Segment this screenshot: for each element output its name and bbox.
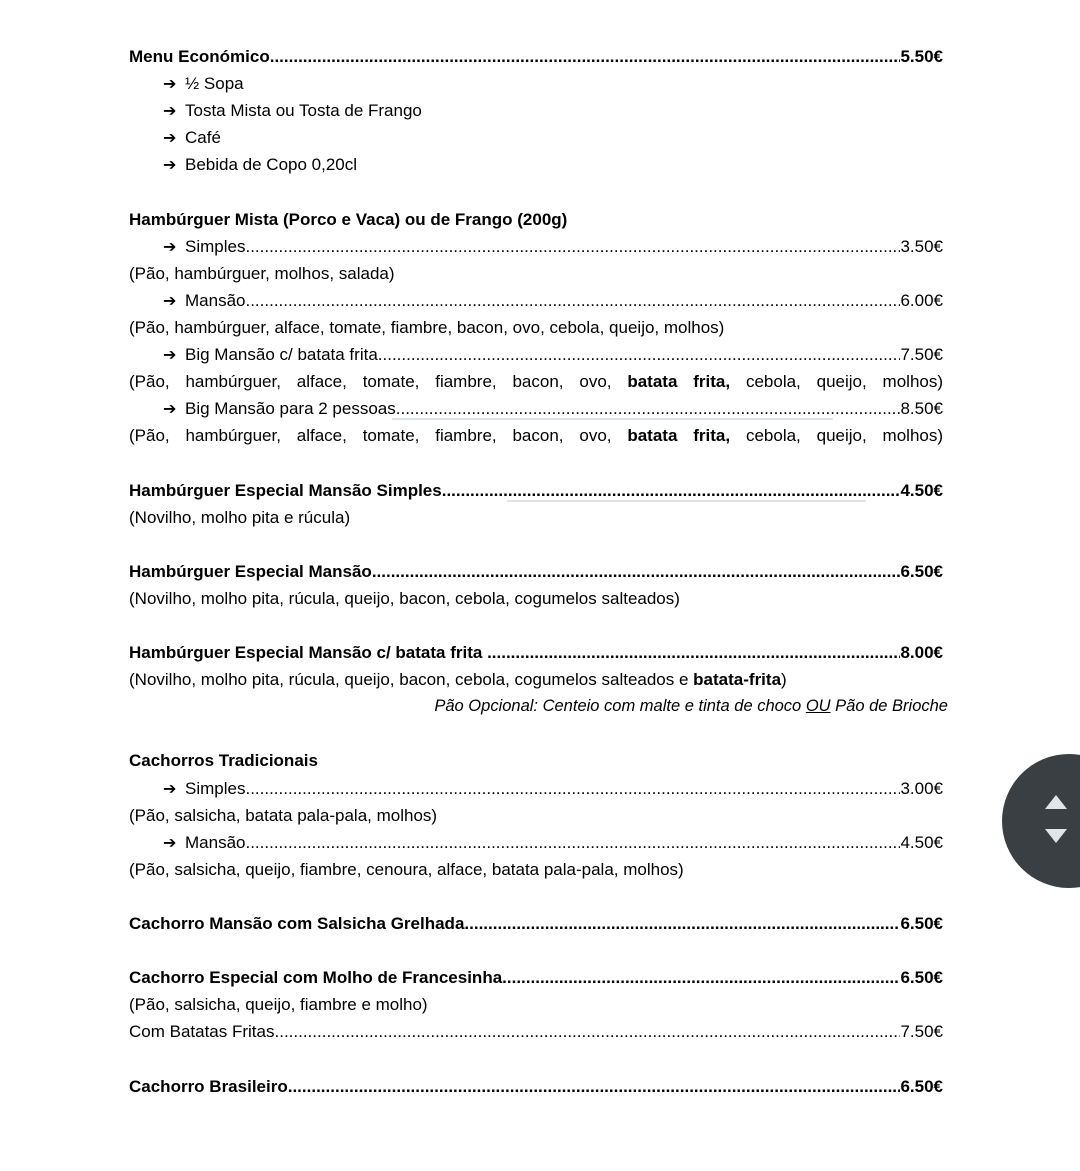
menu-item-label: Hambúrguer Especial Mansão [129,561,372,581]
arrow-bullet-icon: ➔ [163,155,177,175]
scroll-down-icon [1045,829,1067,843]
text-segment: batata frita, [627,426,731,446]
arrow-bullet-icon: ➔ [163,236,177,256]
menu-sub-item-row [163,287,943,314]
arrow-bullet-icon: ➔ [163,778,177,798]
arrow-bullet-icon: ➔ [163,128,177,148]
menu-item-price: 3.50€ [900,236,943,256]
ingredients-line [129,314,943,341]
menu-sub-item-label: Big Mansão para 2 pessoas [185,399,396,419]
ingredients-line [129,666,943,693]
menu-item-price: 6.50€ [900,968,943,988]
ingredients-line [129,504,943,531]
paragraph-spacer [129,178,943,205]
menu-sub-item-row [163,829,943,856]
menu-sub-item-label: Mansão [185,290,246,310]
ingredients-line [129,422,943,449]
menu-item-row [129,558,943,585]
menu-sub-item-row [163,151,943,178]
menu-sub-item-row [163,70,943,97]
text-segment: ) [781,670,787,690]
paragraph-spacer [129,937,943,964]
paragraph-spacer [129,449,943,476]
dot-leader [245,829,900,856]
paragraph-spacer [129,883,943,910]
text-segment: (Pão, salsicha, queijo, fiambre, cenoura, alface, batata pala-pala, molhos) [129,859,684,879]
text-segment: (Pão, hambúrguer, alface, tomate, fiambre, bacon, ovo, [129,372,628,392]
menu-item-row [129,1018,943,1045]
text-segment: cebola, queijo, molhos) [730,426,944,446]
text-segment: (Novilho, molho pita e rúcula) [129,507,351,527]
menu-sub-item-label: Simples [185,236,246,256]
menu-item-row [129,43,943,70]
menu-item-price: 3.00€ [900,778,943,798]
menu-sub-item-label: Café [185,128,221,148]
arrow-bullet-icon: ➔ [163,832,177,852]
menu-item-price: 8.50€ [900,399,943,419]
menu-sub-item-row [163,124,943,151]
menu-item-price: 6.00€ [900,290,943,310]
dot-leader [245,233,900,260]
section-heading-text: Cachorros Tradicionais [129,751,318,771]
section-heading [129,747,943,774]
section-heading-text: Hambúrguer Mista (Porco e Vaca) ou de Frango (200g) [129,209,568,229]
text-segment: cebola, queijo, molhos) [730,372,944,392]
menu-item-row [129,639,943,666]
arrow-bullet-icon: ➔ [163,345,177,365]
text-segment: (Pão, salsicha, batata pala-pala, molhos) [129,805,438,825]
text-segment: (Pão, hambúrguer, alface, tomate, fiambre, bacon, ovo, cebola, queijo, molhos) [129,317,725,337]
dot-leader [464,910,900,937]
menu-item-price: 5.50€ [900,47,943,66]
dot-leader [372,558,901,585]
ingredients-line [129,260,943,287]
menu-item-price: 4.50€ [900,480,943,500]
menu-item-row [129,964,943,991]
menu-sub-item-label: Bebida de Copo 0,20cl [185,155,358,175]
menu-item-price: 7.50€ [900,1022,943,1042]
menu-item-price: 6.50€ [900,561,943,581]
scroll-down-button[interactable] [1036,822,1076,848]
menu-sub-item-label: Big Mansão c/ batata frita [185,345,378,365]
section-heading [129,206,943,233]
text-segment: batata-frita [693,670,782,690]
text-segment: Pão de Brioche [830,697,948,716]
menu-item-price: 7.50€ [900,345,943,365]
menu-item-price: 6.50€ [900,914,943,933]
text-segment: (Pão, hambúrguer, molhos, salada) [129,263,395,283]
menu-sub-item-label: ½ Sopa [185,74,244,94]
menu-sub-item-label: Tosta Mista ou Tosta de Frango [185,101,422,121]
menu-item-price: 6.50€ [900,1076,943,1096]
arrow-bullet-icon: ➔ [163,399,177,419]
text-segment: Pão Opcional: Centeio com malte e tinta de choco [434,697,806,716]
ingredients-line [129,991,943,1018]
paragraph-spacer [129,531,943,558]
dot-leader [245,287,900,314]
menu-item-price: 4.50€ [900,832,943,852]
ingredients-line [129,585,943,612]
menu-item-label: Cachorro Mansão com Salsicha Grelhada [129,914,465,933]
dot-leader [275,1018,901,1045]
scroll-up-icon [1045,795,1067,809]
menu-item-label: Hambúrguer Especial Mansão Simples [129,480,442,500]
scroll-widget [1002,754,1080,888]
menu-item-row [129,1073,943,1100]
dot-leader [288,1073,901,1100]
menu-sub-item-row [163,341,943,368]
arrow-bullet-icon: ➔ [163,74,177,94]
menu-item-row [129,477,943,504]
dot-leader [442,477,901,504]
dot-leader [487,639,900,666]
menu-item-label: Cachorro Especial com Molho de Francesinha [129,968,503,988]
menu-item-label: Hambúrguer Especial Mansão c/ batata frita [129,643,488,663]
menu-item-row [129,910,943,937]
text-segment: (Pão, hambúrguer, alface, tomate, fiambre, bacon, ovo, [129,426,628,446]
dot-leader [378,341,901,368]
menu-sub-item-row [163,395,943,422]
menu-sub-item-row [163,233,943,260]
menu-sub-item-row [163,97,943,124]
dot-leader [270,43,901,70]
dot-leader [245,775,900,802]
menu-item-price: 8.00€ [900,643,943,663]
paragraph-spacer [129,612,943,639]
paragraph-spacer [129,1045,943,1072]
dot-leader [502,964,900,991]
ingredients-line [129,368,943,395]
scroll-up-button[interactable] [1036,788,1076,814]
menu-sub-item-row [163,775,943,802]
arrow-bullet-icon: ➔ [163,101,177,121]
menu-sub-item-label: Simples [185,778,246,798]
menu-document [129,43,948,1100]
arrow-bullet-icon: ➔ [163,290,177,310]
text-segment: batata frita, [627,372,731,392]
ingredients-line [129,802,943,829]
menu-item-label: Cachorro Brasileiro [129,1076,288,1096]
text-segment: (Pão, salsicha, queijo, fiambre e molho) [129,995,428,1015]
ingredients-line [129,856,943,883]
paragraph-spacer [129,720,943,747]
text-segment: (Novilho, molho pita, rúcula, queijo, bacon, cebola, cogumelos salteados) [129,588,680,608]
dot-leader [396,395,901,422]
menu-sub-item-label: Mansão [185,832,246,852]
menu-item-label: Com Batatas Fritas [129,1022,275,1042]
text-segment: (Novilho, molho pita, rúcula, queijo, bacon, cebola, cogumelos salteados e [129,670,694,690]
note-line [129,693,948,720]
menu-item-label: Menu Económico [129,47,270,66]
text-segment: OU [805,697,831,716]
